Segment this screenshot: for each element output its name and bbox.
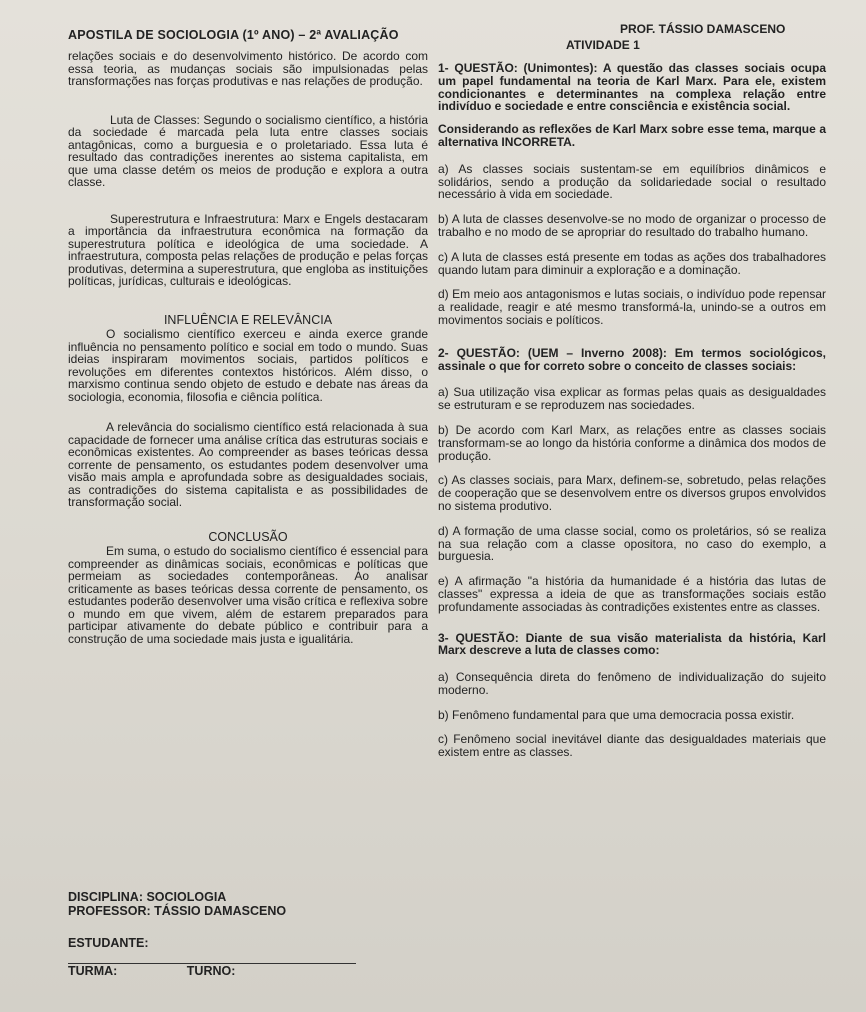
question-2-option-c: c) As classes sociais, para Marx, definem-se, sobretudo, pelas relações de cooperação que se desenvolvem entre os diversos grupos envolvidos no sistema produtivo. [438,473,826,513]
worksheet-title: APOSTILA DE SOCIOLOGIA (1º ANO) – 2ª AVALIAÇÃO [68,28,399,42]
left-column [68,50,428,655]
question-2-option-a: a) Sua utilização visa explicar as formas pelas quais as desigualdades se estruturam e se reproduzem nas sociedades. [438,385,826,413]
teacher-name: PROF. TÁSSIO DAMASCENO [620,22,786,36]
estudante-label: ESTUDANTE: [68,936,149,950]
influencia-paragraph-1: O socialismo científico exerceu e ainda exerce grande influência no pensamento político e social em todo o mundo. Suas ideias inspiraram movimentos sociais, partidos políticos e revoluções em diferentes contextos históricos. Além disso, o marxismo continua sendo objeto de estudo e debate nas áreas da sociologia, economia, filosofia e ciência política. [68,327,428,404]
activity-label: ATIVIDADE 1 [566,38,640,52]
conclusao-paragraph: Em suma, o estudo do socialismo científico é essencial para compreender as dinâmicas sociais, econômicas e políticas que permeiam as sociedades contemporâneas. Ao analisar criticamente as bases teóricas dessa corrente de pensamento, os estudantes poderão desenvolver uma visão crítica e reflexiva sobre o mundo em que vivem, além de estarem preparados para participar ativamente do debate público e contribuir para a construção de uma sociedade mais justa e igualitária. [68,544,428,646]
superestrutura-paragraph: Superestrutura e Infraestrutura: Marx e Engels destacaram a importância da infraestrutura econômica na formação da superestrutura política e ideológica de uma sociedade. A infraestrutura, composta pelas relações de produção e pelas forças produtivas, determina a superestrutura, que engloba as instituições políticas, jurídicas, culturais e ideológicas. [68,211,428,288]
influencia-paragraph-2: A relevância do socialismo científico está relacionada à sua capacidade de fornecer uma análise crítica das estruturas sociais e econômicas existentes. Ao compreender as bases teóricas dessa corrente de pensamento, os estudantes podem desenvolver uma visão mais ampla e aprofundada sobre as desigualdades sociais, as contradições do sistema capitalista e as possibilidades de transformação social. [68,420,428,509]
conclusao-heading: CONCLUSÃO [208,529,288,544]
disciplina-label: DISCIPLINA: SOCIOLOGIA [68,890,227,904]
question-1-statement: 1- QUESTÃO: (Unimontes): A questão das classes sociais ocupa um papel fundamental na teoria de Karl Marx. Para ele, existem condicionantes e determinantes na complexa relação entre indivíduo e sociedade e entre consciência e existência social. [438,61,826,114]
question-2-option-b: b) De acordo com Karl Marx, as relações entre as classes sociais transformam-se ao longo da história conforme a dinâmica dos modos de produção. [438,422,826,463]
estudante-field[interactable] [68,953,356,964]
influencia-heading: INFLUÊNCIA E RELEVÂNCIA [163,312,333,327]
question-2-title: 2- QUESTÃO: (UEM – Inverno 2008): Em termos sociológicos, assinale o que for correto sobre o conceito de classes sociais: [438,345,826,373]
question-1-prompt: Considerando as reflexões de Karl Marx sobre esse tema, marque a alternativa INCORRETA. [438,122,826,149]
question-1-option-d: d) Em meio aos antagonismos e lutas sociais, o indivíduo pode repensar a realidade, reagir e até mesmo transformá-la, unindo-se a outros em movimentos sociais e políticos. [438,287,826,327]
question-1-option-b: b) A luta de classes desenvolve-se no modo de organizar o processo de trabalho e no modo de se apropriar do resultado do trabalho humano. [438,212,826,239]
intro-paragraph: relações sociais e do desenvolvimento histórico. De acordo com essa teoria, as mudanças sociais são impulsionadas pelas transformações nas forças produtivas e nas relações de produção. [68,49,428,88]
right-column [438,62,826,771]
question-3-title: 3- QUESTÃO: Diante de sua visão materialista da história, Karl Marx descreve a luta de classes como: [438,630,826,658]
luta-de-classes-paragraph: Luta de Classes: Segundo o socialismo científico, a história da sociedade é marcada pela luta entre classes sociais antagônicas, como a burguesia e o proletariado. Essa luta é resultado das contradições inerentes ao sistema capitalista, em que uma classe detém os meios de produção e explora a outra classe. [68,112,428,189]
question-3-option-a: a) Consequência direta do fenômeno de individualização do sujeito moderno. [438,670,826,697]
question-3-option-c: c) Fenômeno social inevitável diante das desigualdades materiais que existem entre as classes. [438,732,826,760]
question-1-option-c: c) A luta de classes está presente em todas as ações dos trabalhadores quando lutam para diminuir a exploração e a dominação. [438,249,826,277]
question-2-option-d: d) A formação de uma classe social, como os proletários, só se realiza na sua relação com a classe opositora, no caso do exemplo, a burguesia. [438,523,826,564]
professor-label: PROFESSOR: TÁSSIO DAMASCENO [68,904,287,918]
question-1-option-a: a) As classes sociais sustentam-se em equilíbrios dinâmicos e solidários, sendo a produção da solidariedade social o resultado necessário à vida em sociedade. [438,161,826,202]
question-2-option-e: e) A afirmação "a história da humanidade é a história das lutas de classes" expressa a ideia de que as transformações sociais estão profundamente associadas às contradições existentes entre as classes. [438,574,826,614]
student-info [68,890,428,978]
turma-label: TURMA: [68,964,118,978]
question-3-option-b: b) Fenômeno fundamental para que uma democracia possa existir. [438,707,795,722]
question-1 [438,62,826,149]
turno-label: TURNO: [186,964,236,978]
